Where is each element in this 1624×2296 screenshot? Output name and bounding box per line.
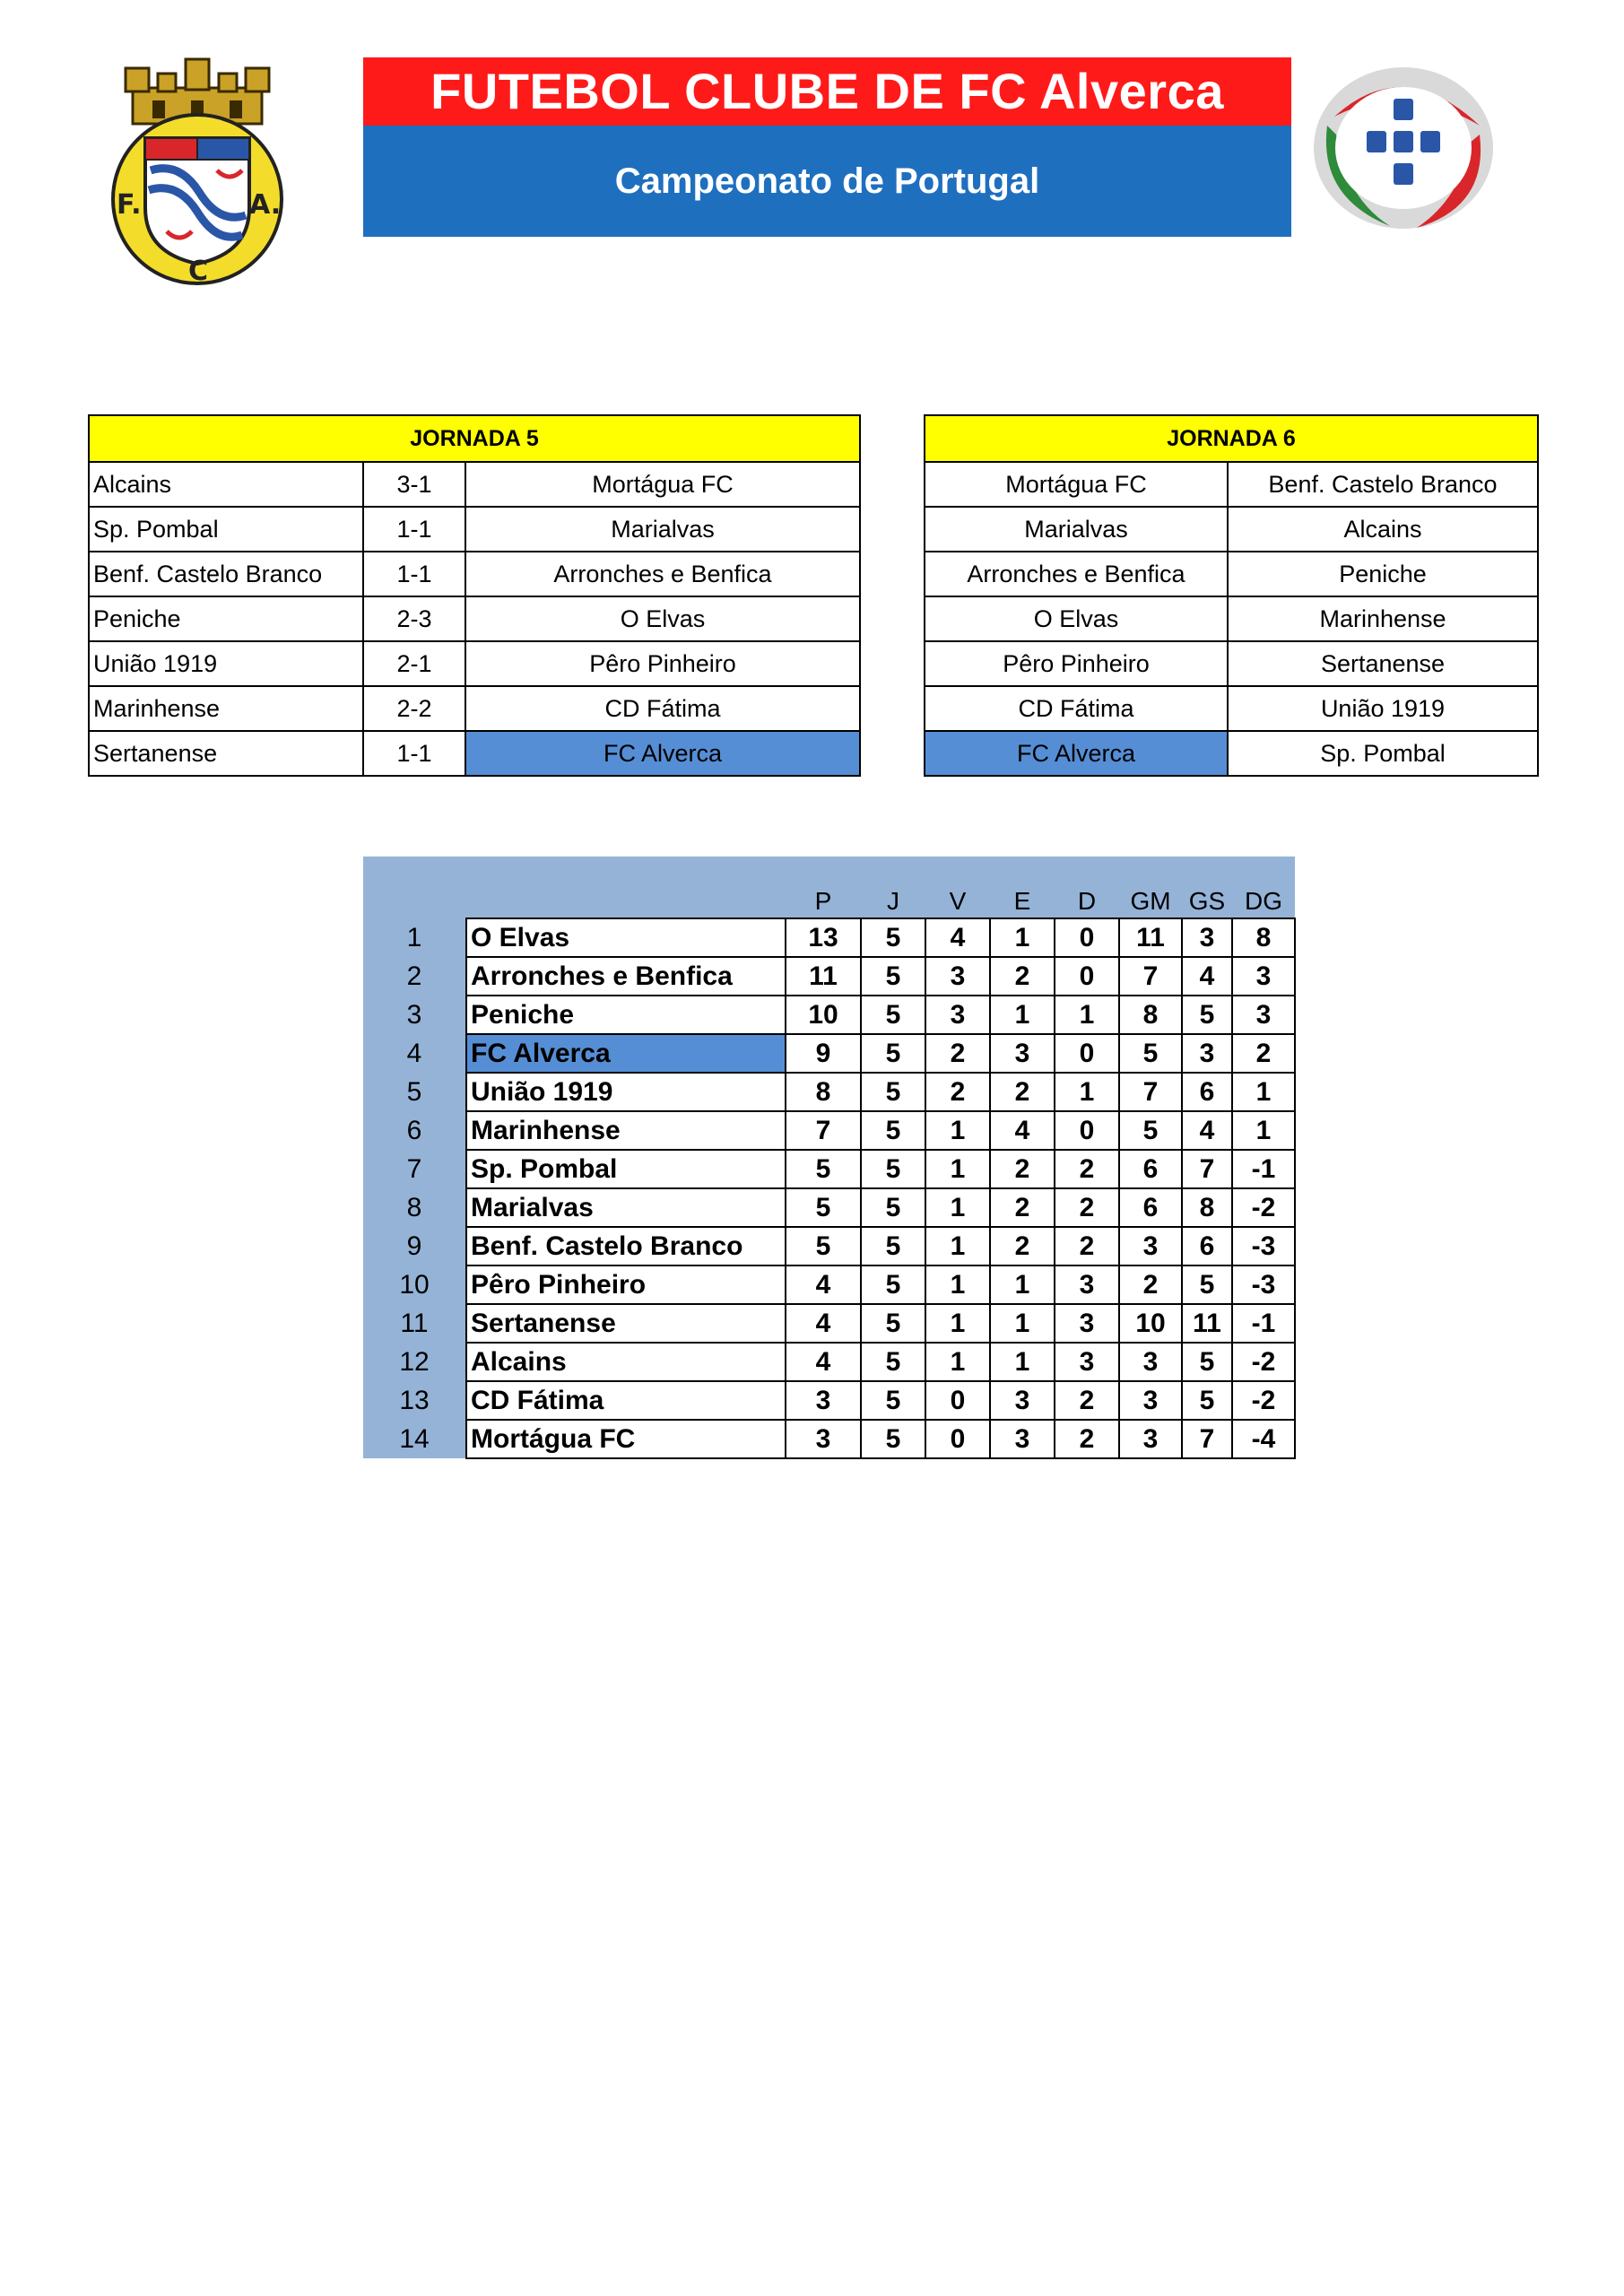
header-e: E	[990, 857, 1055, 918]
stat-v: 1	[925, 1111, 990, 1150]
team-name: Benf. Castelo Branco	[466, 1227, 786, 1265]
stat-gs: 6	[1182, 1073, 1232, 1111]
standings-row	[363, 1420, 1295, 1458]
away-team-highlighted: FC Alverca	[465, 731, 860, 776]
home-team: Alcains	[89, 462, 363, 507]
stat-e: 4	[990, 1111, 1055, 1150]
stat-d: 0	[1055, 957, 1119, 996]
position-cell: 8	[363, 1188, 466, 1227]
away-team: Alcains	[1228, 507, 1538, 552]
stat-d: 2	[1055, 1150, 1119, 1188]
team-name: União 1919	[466, 1073, 786, 1111]
stat-gs: 4	[1182, 1111, 1232, 1150]
stat-gm: 3	[1119, 1381, 1182, 1420]
home-team: Pêro Pinheiro	[925, 641, 1228, 686]
standings-row	[363, 1381, 1295, 1420]
standings-row	[363, 1073, 1295, 1111]
stat-gm: 3	[1119, 1227, 1182, 1265]
header-d: D	[1055, 857, 1119, 918]
position-cell: 4	[363, 1034, 466, 1073]
stat-gm: 11	[1119, 918, 1182, 957]
page-subtitle: Campeonato de Portugal	[363, 126, 1291, 237]
home-team: Benf. Castelo Branco	[89, 552, 363, 596]
club-crest-logo	[99, 56, 296, 285]
standings-header-row	[363, 857, 1295, 918]
stat-e: 1	[990, 918, 1055, 957]
stat-dg: -1	[1232, 1304, 1295, 1343]
stat-p: 4	[786, 1343, 861, 1381]
away-team: Mortágua FC	[465, 462, 860, 507]
stat-j: 5	[861, 957, 925, 996]
stat-d: 0	[1055, 1034, 1119, 1073]
stat-dg: 8	[1232, 918, 1295, 957]
header-gm: GM	[1119, 857, 1182, 918]
stat-v: 0	[925, 1420, 990, 1458]
crest-letter-f: F.	[117, 189, 142, 221]
stat-d: 0	[1055, 918, 1119, 957]
home-team: Peniche	[89, 596, 363, 641]
stat-dg: 3	[1232, 996, 1295, 1034]
position-cell: 11	[363, 1304, 466, 1343]
stat-p: 3	[786, 1381, 861, 1420]
stat-p: 9	[786, 1034, 861, 1073]
stat-e: 3	[990, 1034, 1055, 1073]
match-row	[89, 596, 860, 641]
match-row	[89, 507, 860, 552]
stat-d: 1	[1055, 996, 1119, 1034]
stat-j: 5	[861, 1381, 925, 1420]
header-p: P	[786, 857, 861, 918]
match-row	[89, 731, 860, 776]
away-team: Sertanense	[1228, 641, 1538, 686]
standings-row	[363, 1188, 1295, 1227]
stat-dg: -3	[1232, 1265, 1295, 1304]
stat-gs: 3	[1182, 1034, 1232, 1073]
standings-row	[363, 1111, 1295, 1150]
standings-row	[363, 1304, 1295, 1343]
stat-d: 3	[1055, 1265, 1119, 1304]
stat-j: 5	[861, 1150, 925, 1188]
crest-letter-c: C	[188, 256, 209, 285]
home-team: Sp. Pombal	[89, 507, 363, 552]
stat-gs: 6	[1182, 1227, 1232, 1265]
standings-row	[363, 957, 1295, 996]
match-score: 2-3	[363, 596, 465, 641]
stat-gs: 5	[1182, 996, 1232, 1034]
stat-e: 3	[990, 1381, 1055, 1420]
home-team: Marialvas	[925, 507, 1228, 552]
stat-v: 1	[925, 1343, 990, 1381]
match-row	[925, 641, 1538, 686]
stat-gm: 3	[1119, 1343, 1182, 1381]
stat-d: 3	[1055, 1304, 1119, 1343]
away-team: Marialvas	[465, 507, 860, 552]
header-team-blank	[466, 857, 786, 918]
stat-gs: 7	[1182, 1150, 1232, 1188]
stat-dg: 3	[1232, 957, 1295, 996]
stat-p: 5	[786, 1150, 861, 1188]
stat-v: 1	[925, 1227, 990, 1265]
federation-logo	[1309, 63, 1498, 233]
stat-p: 4	[786, 1304, 861, 1343]
away-team: Peniche	[1228, 552, 1538, 596]
stat-e: 2	[990, 1073, 1055, 1111]
stat-gm: 6	[1119, 1150, 1182, 1188]
stat-gm: 7	[1119, 1073, 1182, 1111]
home-team: CD Fátima	[925, 686, 1228, 731]
stat-j: 5	[861, 1073, 925, 1111]
stat-dg: -2	[1232, 1381, 1295, 1420]
stat-v: 3	[925, 957, 990, 996]
match-row	[89, 552, 860, 596]
position-cell: 14	[363, 1420, 466, 1458]
stat-e: 1	[990, 1304, 1055, 1343]
match-score: 1-1	[363, 552, 465, 596]
stat-p: 4	[786, 1265, 861, 1304]
stat-p: 11	[786, 957, 861, 996]
stat-gm: 7	[1119, 957, 1182, 996]
stat-v: 4	[925, 918, 990, 957]
stat-gm: 10	[1119, 1304, 1182, 1343]
position-cell: 13	[363, 1381, 466, 1420]
stat-v: 3	[925, 996, 990, 1034]
stat-p: 7	[786, 1111, 861, 1150]
stat-gm: 3	[1119, 1420, 1182, 1458]
away-team: O Elvas	[465, 596, 860, 641]
stat-d: 2	[1055, 1188, 1119, 1227]
standings-row	[363, 1150, 1295, 1188]
match-row	[925, 686, 1538, 731]
away-team: Benf. Castelo Branco	[1228, 462, 1538, 507]
stat-p: 13	[786, 918, 861, 957]
home-team: Mortágua FC	[925, 462, 1228, 507]
match-score: 1-1	[363, 507, 465, 552]
team-name: Peniche	[466, 996, 786, 1034]
stat-v: 1	[925, 1188, 990, 1227]
away-team: Marinhense	[1228, 596, 1538, 641]
team-name: Arronches e Benfica	[466, 957, 786, 996]
match-score: 2-2	[363, 686, 465, 731]
match-row	[925, 462, 1538, 507]
away-team: Sp. Pombal	[1228, 731, 1538, 776]
team-name: Mortágua FC	[466, 1420, 786, 1458]
page-title: FUTEBOL CLUBE DE FC Alverca	[363, 57, 1291, 126]
position-cell: 7	[363, 1150, 466, 1188]
match-row	[925, 731, 1538, 776]
stat-j: 5	[861, 1420, 925, 1458]
jornada-6-title: JORNADA 6	[925, 415, 1538, 462]
stat-d: 2	[1055, 1381, 1119, 1420]
header-dg: DG	[1232, 857, 1295, 918]
stat-j: 5	[861, 1265, 925, 1304]
position-cell: 3	[363, 996, 466, 1034]
stat-v: 1	[925, 1304, 990, 1343]
jornada-5-title: JORNADA 5	[89, 415, 860, 462]
stat-gm: 5	[1119, 1034, 1182, 1073]
jornada-6-table	[924, 414, 1539, 777]
home-team: União 1919	[89, 641, 363, 686]
home-team: O Elvas	[925, 596, 1228, 641]
match-row	[925, 596, 1538, 641]
stat-dg: -2	[1232, 1188, 1295, 1227]
stat-gs: 5	[1182, 1343, 1232, 1381]
stat-j: 5	[861, 1111, 925, 1150]
stat-d: 3	[1055, 1343, 1119, 1381]
stat-j: 5	[861, 1304, 925, 1343]
team-name: Marialvas	[466, 1188, 786, 1227]
stat-p: 5	[786, 1227, 861, 1265]
header-j: J	[861, 857, 925, 918]
stat-gm: 5	[1119, 1111, 1182, 1150]
header-v: V	[925, 857, 990, 918]
stat-dg: -2	[1232, 1343, 1295, 1381]
match-score: 2-1	[363, 641, 465, 686]
away-team: Pêro Pinheiro	[465, 641, 860, 686]
position-cell: 2	[363, 957, 466, 996]
stat-e: 1	[990, 1265, 1055, 1304]
stat-p: 10	[786, 996, 861, 1034]
position-cell: 12	[363, 1343, 466, 1381]
stat-gm: 2	[1119, 1265, 1182, 1304]
stat-e: 2	[990, 1188, 1055, 1227]
home-team: Sertanense	[89, 731, 363, 776]
stat-v: 1	[925, 1150, 990, 1188]
crest-letter-a: A.	[249, 189, 282, 221]
stat-p: 8	[786, 1073, 861, 1111]
stat-v: 0	[925, 1381, 990, 1420]
team-name: O Elvas	[466, 918, 786, 957]
standings-row	[363, 1034, 1295, 1073]
team-name: Pêro Pinheiro	[466, 1265, 786, 1304]
team-name: Sp. Pombal	[466, 1150, 786, 1188]
title-band	[363, 57, 1291, 237]
standings-row	[363, 1343, 1295, 1381]
stat-gm: 8	[1119, 996, 1182, 1034]
stat-j: 5	[861, 918, 925, 957]
standings-row	[363, 918, 1295, 957]
match-score: 1-1	[363, 731, 465, 776]
stat-e: 1	[990, 996, 1055, 1034]
match-row	[925, 507, 1538, 552]
position-cell: 1	[363, 918, 466, 957]
header-gs: GS	[1182, 857, 1232, 918]
position-cell: 9	[363, 1227, 466, 1265]
standings-row	[363, 1265, 1295, 1304]
stat-j: 5	[861, 1034, 925, 1073]
stat-gm: 6	[1119, 1188, 1182, 1227]
standings-row	[363, 1227, 1295, 1265]
stat-j: 5	[861, 996, 925, 1034]
team-name-highlighted: FC Alverca	[466, 1034, 786, 1073]
away-team: CD Fátima	[465, 686, 860, 731]
stat-p: 5	[786, 1188, 861, 1227]
stat-gs: 5	[1182, 1265, 1232, 1304]
team-name: Sertanense	[466, 1304, 786, 1343]
stat-dg: 1	[1232, 1073, 1295, 1111]
header-pos-blank	[363, 857, 466, 918]
position-cell: 10	[363, 1265, 466, 1304]
standings-table	[363, 857, 1296, 1459]
stat-v: 2	[925, 1034, 990, 1073]
stat-j: 5	[861, 1227, 925, 1265]
stat-v: 1	[925, 1265, 990, 1304]
stat-dg: -1	[1232, 1150, 1295, 1188]
away-team: Arronches e Benfica	[465, 552, 860, 596]
standings-row	[363, 996, 1295, 1034]
stat-dg: 2	[1232, 1034, 1295, 1073]
stat-d: 1	[1055, 1073, 1119, 1111]
stat-gs: 11	[1182, 1304, 1232, 1343]
match-row	[89, 686, 860, 731]
stat-e: 2	[990, 1227, 1055, 1265]
stat-dg: -3	[1232, 1227, 1295, 1265]
stat-e: 2	[990, 1150, 1055, 1188]
position-cell: 6	[363, 1111, 466, 1150]
stat-e: 1	[990, 1343, 1055, 1381]
home-team: Arronches e Benfica	[925, 552, 1228, 596]
stat-j: 5	[861, 1343, 925, 1381]
stat-gs: 7	[1182, 1420, 1232, 1458]
match-row	[89, 462, 860, 507]
standings-body	[363, 918, 1295, 1458]
stat-dg: 1	[1232, 1111, 1295, 1150]
stat-e: 2	[990, 957, 1055, 996]
stat-gs: 4	[1182, 957, 1232, 996]
stat-e: 3	[990, 1420, 1055, 1458]
position-cell: 5	[363, 1073, 466, 1111]
stat-p: 3	[786, 1420, 861, 1458]
stat-gs: 5	[1182, 1381, 1232, 1420]
stat-d: 2	[1055, 1420, 1119, 1458]
stat-d: 0	[1055, 1111, 1119, 1150]
jornada-5-table	[88, 414, 861, 777]
stat-dg: -4	[1232, 1420, 1295, 1458]
match-score: 3-1	[363, 462, 465, 507]
stat-gs: 3	[1182, 918, 1232, 957]
away-team: União 1919	[1228, 686, 1538, 731]
home-team-highlighted: FC Alverca	[925, 731, 1228, 776]
stat-j: 5	[861, 1188, 925, 1227]
stat-v: 2	[925, 1073, 990, 1111]
stat-d: 2	[1055, 1227, 1119, 1265]
match-row	[89, 641, 860, 686]
team-name: CD Fátima	[466, 1381, 786, 1420]
team-name: Alcains	[466, 1343, 786, 1381]
stat-gs: 8	[1182, 1188, 1232, 1227]
team-name: Marinhense	[466, 1111, 786, 1150]
home-team: Marinhense	[89, 686, 363, 731]
match-row	[925, 552, 1538, 596]
